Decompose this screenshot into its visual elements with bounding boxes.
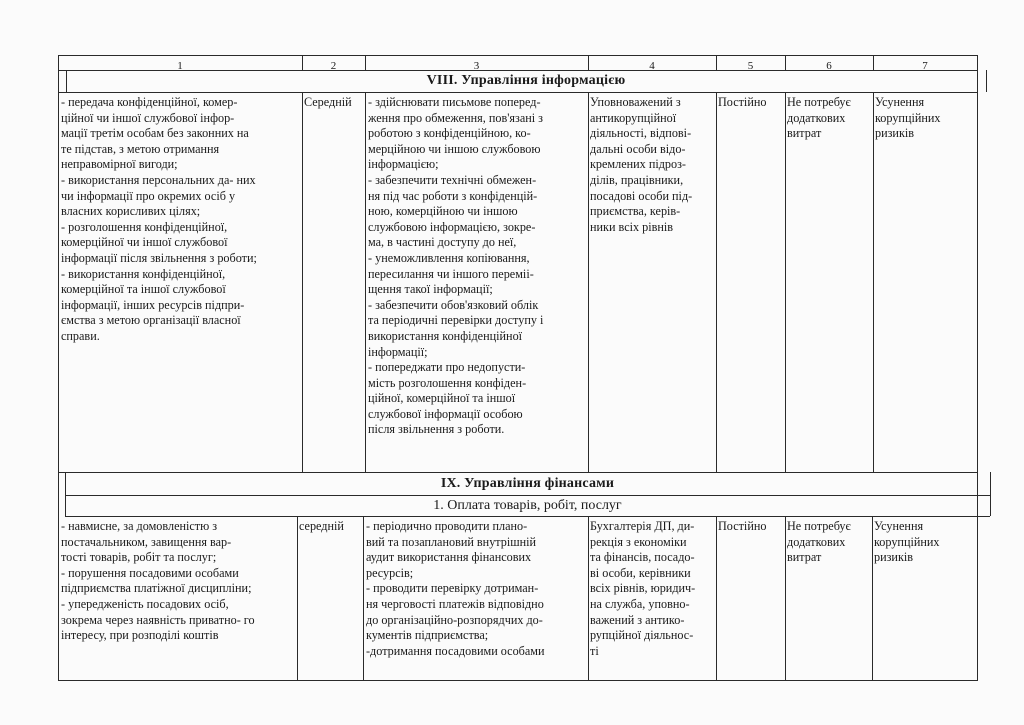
section8-title: VIII. Управління інформацією (426, 73, 626, 88)
column-number-4: 4 (649, 60, 655, 72)
s8-col-2 (365, 92, 366, 472)
section9-subtitle-border (65, 516, 990, 517)
column-number-3: 3 (473, 60, 480, 72)
section9-subtitle: 1. Оплата товарів, робіт, послуг (433, 498, 622, 513)
column-number-5: 5 (747, 60, 754, 72)
section9-title-border (65, 495, 990, 496)
section8-title-right (986, 70, 987, 92)
s9-col-4 (716, 516, 717, 680)
s9-risk-text: - навмисне, за домовленістю з постачальником, завищення вар- тості товарів, робіт та послуг; - порушення посадовими особами підприємства платіжної дисципліни; - упередженість посадових осіб, зокрема через наявність приватно- го інтересу, при розподілі коштів (61, 519, 255, 643)
column-number-7: 7 (922, 60, 928, 72)
s8-resources-text: Не потребує додаткових витрат (787, 95, 851, 141)
s8-result-text: Усунення корупційних ризиків (875, 95, 941, 141)
s9-resources-text: Не потребує додаткових витрат (787, 519, 851, 565)
s8-col-5 (785, 92, 786, 472)
s8-col-4 (716, 92, 717, 472)
s8-measures-text: - здійснювати письмове поперед- ження про обмеження, пов'язані з роботою з конфіденційною, ко- мерційною чи іншою службовою інформацією; - забезпечити технічні обмежен- ня під час роботи з конфіденцій- ною, комерційною чи іншою службовою інформацією, зокре- ма, в частині доступу до неї, - унеможливлення копіювання, пересилання чи іншого переміі- щення такої інформації; - забезпечити обов'язковий облік та періодичні перевірки доступу і використання конфіденційної інформації; - попереджати про недопусти- мість розголошення конфіден- ційної, комерційної та іншої службової інформації особою після звільнення з роботи. (368, 95, 544, 437)
section8-title-border (58, 92, 978, 93)
s8-risk-text: - передача конфіденційної, комер- ційної чи іншої службової інфор- мації третім особам без законних на те підстав, з метою отримання неправомірної вигоди; - використання персональних да- них чи інформації про окремих осіб у власних корисливих цілях; - розголошення конфіденційної, комерційної чи іншої службової інформації після звільнення з роботи; - використання конфіденційної, комерційної та іншої службової інформації, інших ресурсів підпри- ємства з метою організації власної справи. (61, 95, 257, 343)
column-number-2: 2 (330, 60, 337, 72)
table-bottom-border (58, 680, 978, 681)
s9-measures-text: - періодично проводити плано- вий та позаплановий внутрішній аудит використання фінансових ресурсів; - проводити перевірку дотриман- ня черговості платежів відповідно до організаційно-розпорядчих до- кументів підприємства; -дотримання посадовими особами (366, 519, 545, 658)
s9-result-text: Усунення корупційних ризиків (874, 519, 940, 565)
s9-col-3 (588, 516, 589, 680)
section9-title-right (990, 472, 991, 516)
s9-term-text: Постійно (718, 519, 767, 533)
table-top-border (58, 55, 978, 56)
s9-col-2 (363, 516, 364, 680)
s8-term-text: Постійно (718, 95, 767, 109)
column-number-1: 1 (177, 60, 183, 72)
s8-level-text: Середній (304, 95, 352, 109)
s9-col-6 (872, 516, 873, 680)
section8-bottom-border (58, 472, 978, 473)
column-number-6: 6 (826, 60, 832, 72)
s9-level-text: середній (299, 519, 344, 533)
s8-responsible-text: Уповноважений з антикорупційної діяльності, відпові- дальні особи відо- кремлених підроз- ділів, працівники, посадові особи під- приємства, керів- ники всіх рівнів (590, 95, 693, 234)
s9-responsible-text: Бухгалтерія ДП, ди- рекція з економіки та фінансів, посадо- ві особи, керівники всіх рівнів, юридич- на служба, уповно- важений з антико- рупційної діяльнос- ті (590, 519, 696, 658)
section9-title: IX. Управління фінансами (440, 476, 615, 491)
s9-col-5 (785, 516, 786, 680)
col-border-0 (58, 55, 59, 680)
s9-col-1 (297, 516, 298, 680)
col-border-7 (977, 55, 978, 680)
s8-col-1 (302, 92, 303, 472)
s8-col-6 (873, 92, 874, 472)
s8-col-3 (588, 92, 589, 472)
